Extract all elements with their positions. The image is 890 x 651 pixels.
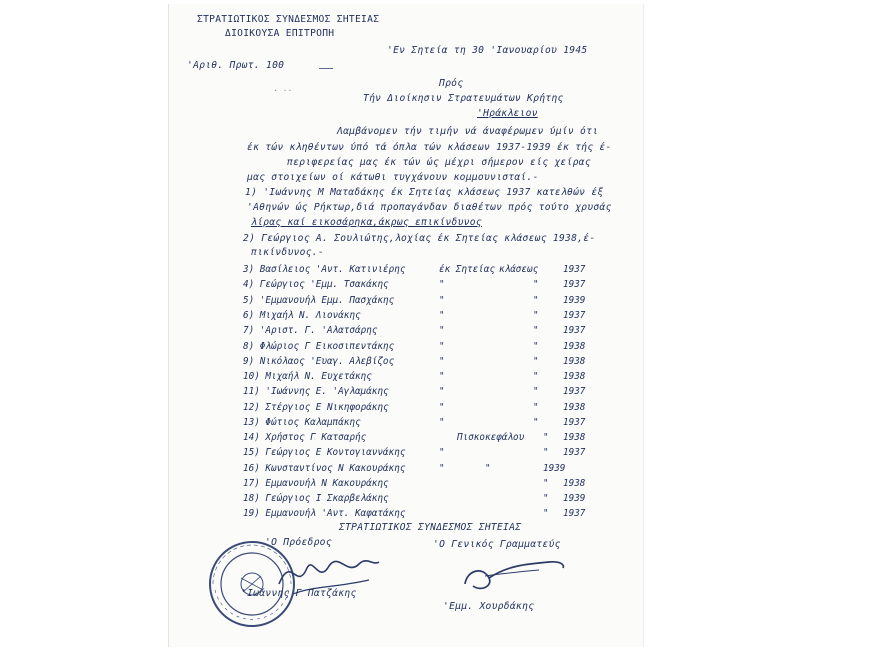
committee-header: ΔΙΟΙΚΟΥΣΑ ΕΠΙΤΡΟΠΗ — [225, 28, 335, 39]
list-row — [243, 416, 623, 429]
row-origin: " — [439, 402, 445, 413]
row-year: 1937 — [563, 508, 586, 519]
row-year: 1938 — [563, 402, 586, 413]
row-year: 1937 — [563, 417, 586, 428]
list-row — [243, 294, 623, 307]
row-klasis: " — [533, 402, 539, 413]
row-klasis: " — [533, 356, 539, 367]
list-row — [243, 401, 623, 414]
row-year: 1939 — [543, 463, 566, 474]
list-row — [243, 492, 623, 505]
row-name: 11) 'Ιωάννης Ε. 'Αγλαμάκης — [243, 386, 389, 397]
row-year: 1937 — [563, 386, 586, 397]
row-klasis: " — [485, 463, 491, 474]
body-line-4: μας στοιχείων οί κάτωθι τυγχάνουν κομμουνισταί.- — [247, 172, 539, 183]
body-line-1: Λαμβάνομεν τήν τιμήν νά άναφέρωμεν ύμίν ότι — [337, 126, 599, 137]
row-klasis: " — [533, 386, 539, 397]
row-name: 19) Εμμανουήλ 'Αντ. Καφατάκης — [243, 508, 406, 519]
speck-mark: · ·· — [273, 86, 293, 95]
recipient-line-2: 'Ηράκλειον — [477, 108, 538, 119]
row-year: 1939 — [563, 493, 586, 504]
item-2-line-2: πικίνδυνος.- — [251, 247, 324, 258]
row-year: 1938 — [563, 371, 586, 382]
row-name: 8) Φλώριος Γ Εικοσιπεντάκης — [243, 341, 395, 352]
row-name: 10) Μιχαήλ Ν. Ευχετάκης — [243, 371, 372, 382]
protocol-number: 'Αριθ. Πρωτ. 100 — [187, 60, 285, 71]
row-year: 1937 — [563, 447, 586, 458]
secretary-title: 'Ο Γενικός Γραμματεύς — [433, 539, 561, 550]
list-row — [243, 370, 623, 383]
list-row — [243, 507, 623, 520]
list-row — [243, 340, 623, 353]
row-year: 1938 — [563, 478, 586, 489]
row-klasis: " — [533, 325, 539, 336]
item-1-line-2: 'Αθηνών ώς Ρήκτωρ,διά προπαγάνδαν διαθέτων πρός τούτο χρυσάς — [247, 202, 612, 213]
row-name: 4) Γεώργιος 'Εμμ. Τσακάκης — [243, 279, 389, 290]
row-name: 3) Βασίλειος 'Αντ. Κατινιέρης — [243, 264, 406, 275]
row-origin: " — [439, 325, 445, 336]
list-row — [243, 309, 623, 322]
row-origin: " — [439, 341, 445, 352]
president-name: 'Ιωάννης Γ Πατζάκης — [241, 588, 357, 599]
secretary-name: 'Εμμ. Χουρδάκης — [443, 601, 535, 612]
row-name: 14) Χρήστος Γ Κατσαρής — [243, 432, 367, 443]
item-1-line-1: 1) 'Ιωάννης Μ Ματαδάκης έκ Σητείας κλάσεως 1937 κατελθών έξ — [245, 187, 604, 198]
row-origin: " — [439, 356, 445, 367]
row-klasis: κλάσεως — [499, 264, 539, 275]
body-line-2: έκ τών κληθέντων ύπό τά όπλα τών κλάσεων 1937-1939 έκ τής έ- — [247, 142, 612, 153]
row-klasis: " — [533, 417, 539, 428]
row-name: 17) Εμμανουήλ Ν Κακουράκης — [243, 478, 389, 489]
row-origin: Πισκοκεφάλου — [457, 432, 525, 443]
secretary-signature-icon — [459, 552, 569, 602]
list-row — [243, 477, 623, 490]
row-name: 15) Γεώργιος Ε Κοντογιαννάκης — [243, 447, 406, 458]
recipient-to: Πρός — [439, 78, 464, 89]
row-year: 1939 — [563, 295, 586, 306]
row-klasis: " — [533, 341, 539, 352]
row-origin: έκ Σητείας — [439, 264, 495, 275]
row-name: 5) 'Εμμανουήλ Εμμ. Πασχάκης — [243, 295, 395, 306]
list-row — [243, 431, 623, 444]
list-row — [243, 385, 623, 398]
row-year: 1937 — [563, 279, 586, 290]
row-klasis: " — [533, 310, 539, 321]
list-row — [243, 324, 623, 337]
document-date: 'Εν Σητεία τη 30 'Ιανουαρίου 1945 — [387, 45, 588, 56]
row-origin: " — [439, 371, 445, 382]
row-origin: " — [439, 447, 445, 458]
document-page — [168, 4, 644, 647]
row-klasis: " — [543, 478, 549, 489]
row-origin: " — [439, 417, 445, 428]
row-year: 1937 — [563, 264, 586, 275]
row-klasis: " — [533, 295, 539, 306]
row-name: 9) Νικόλαος 'Ευαγ. Αλεβίζος — [243, 356, 395, 367]
row-klasis: " — [533, 371, 539, 382]
list-row — [243, 355, 623, 368]
row-klasis: " — [543, 493, 549, 504]
row-name: 18) Γεώργιος Ι Σκαρβελάκης — [243, 493, 389, 504]
row-year: 1938 — [563, 356, 586, 367]
row-origin: " — [439, 463, 445, 474]
body-line-3: περιφερείας μας έκ τών ώς μέχρι σήμερον είς χείρας — [287, 157, 591, 168]
recipient-line-1: Τήν Διοίκησιν Στρατευμάτων Κρήτης — [363, 93, 564, 104]
row-year: 1937 — [563, 310, 586, 321]
row-year: 1938 — [563, 341, 586, 352]
row-klasis: " — [543, 432, 549, 443]
president-title: 'Ο Πρόεδρος — [265, 537, 332, 548]
row-origin: " — [439, 295, 445, 306]
list-row — [243, 462, 623, 475]
row-origin: " — [439, 310, 445, 321]
row-klasis: " — [543, 508, 549, 519]
protocol-dash — [319, 68, 333, 69]
list-row — [243, 263, 623, 276]
footer-org: ΣΤΡΑΤΙΩΤΙΚΟΣ ΣΥΝΔΕΣΜΟΣ ΣΗΤΕΙΑΣ — [339, 522, 522, 533]
row-year: 1937 — [563, 325, 586, 336]
row-name: 13) Φώτιος Καλαμπάκης — [243, 417, 361, 428]
row-klasis: " — [543, 447, 549, 458]
row-klasis: " — [533, 279, 539, 290]
row-name: 7) 'Αριστ. Γ. 'Αλατσάρης — [243, 325, 378, 336]
row-name: 6) Μιχαήλ Ν. Λιονάκης — [243, 310, 361, 321]
item-2-line-1: 2) Γεώργιος Α. Σουλιώτης,λοχίας έκ Σητείας κλάσεως 1938,έ- — [243, 233, 596, 244]
row-origin: " — [439, 386, 445, 397]
list-row — [243, 278, 623, 291]
row-name: 16) Κωνσταντίνος Ν Κακουράκης — [243, 463, 406, 474]
item-1-line-3: λίρας καί εικοσάρηκα,άκρως επικίνδυνος — [251, 217, 482, 228]
row-origin: " — [439, 279, 445, 290]
row-year: 1938 — [563, 432, 586, 443]
row-name: 12) Στέργιος Ε Νικηφοράκης — [243, 402, 389, 413]
org-header: ΣΤΡΑΤΙΩΤΙΚΟΣ ΣΥΝΔΕΣΜΟΣ ΣΗΤΕΙΑΣ — [197, 14, 380, 25]
list-row — [243, 446, 623, 459]
